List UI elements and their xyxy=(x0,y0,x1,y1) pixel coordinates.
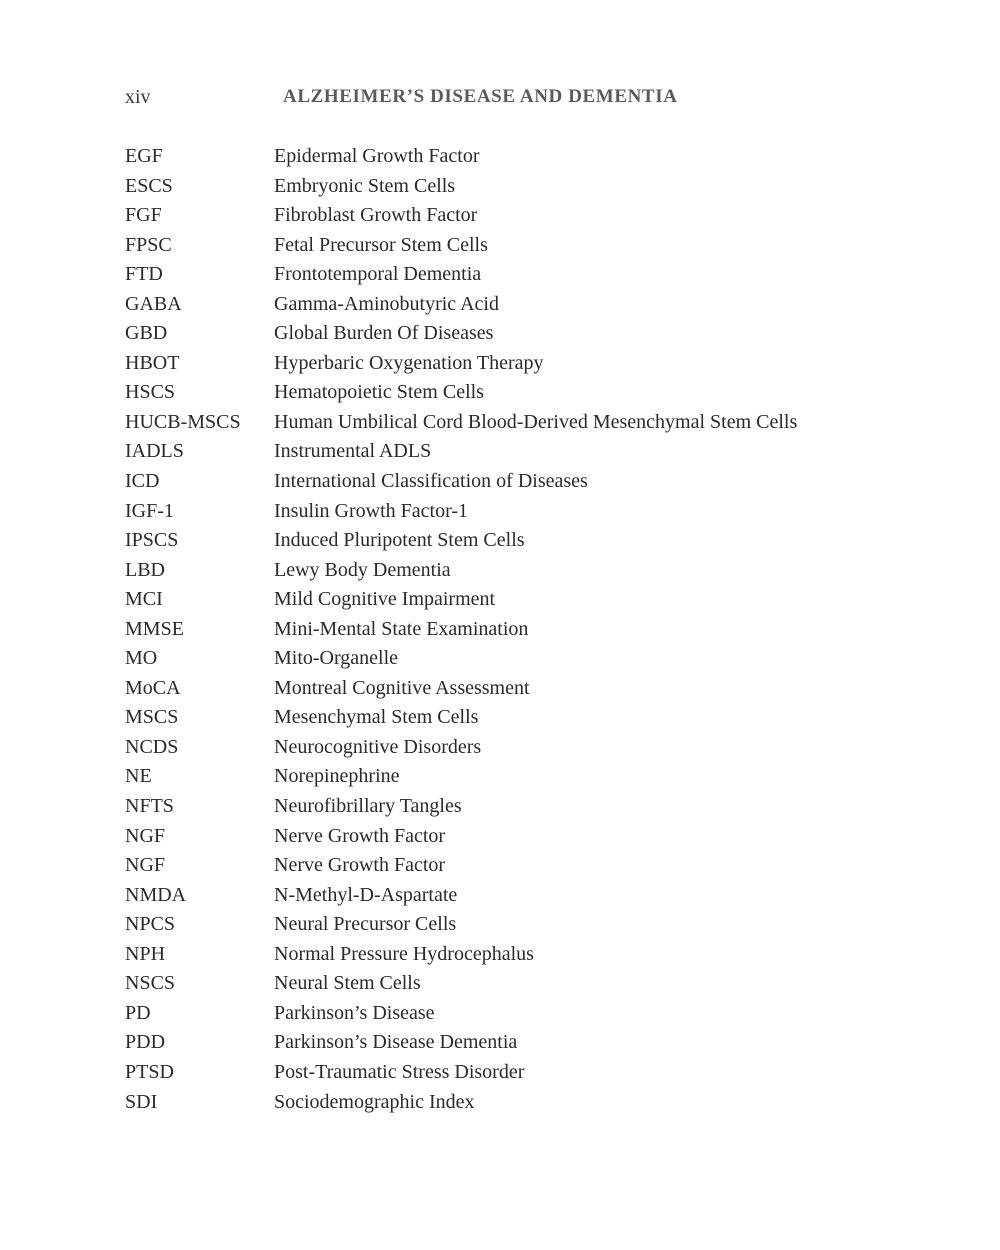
abbreviation-row xyxy=(125,172,885,202)
abbreviation-expansion: Fibroblast Growth Factor xyxy=(274,204,478,227)
abbreviation-expansion: Mild Cognitive Impairment xyxy=(274,588,496,611)
abbreviation-term: NGF xyxy=(125,854,166,877)
abbreviation-expansion: Lewy Body Dementia xyxy=(274,558,451,581)
abbreviation-term: FTD xyxy=(125,263,163,286)
abbreviation-row xyxy=(125,969,885,999)
abbreviation-expansion: Parkinson’s Disease xyxy=(274,1001,435,1024)
abbreviation-expansion: Norepinephrine xyxy=(274,765,400,788)
abbreviation-term: ESCS xyxy=(125,174,173,197)
abbreviation-row xyxy=(125,703,885,733)
abbreviation-term: MSCS xyxy=(125,706,179,729)
abbreviation-expansion: Parkinson’s Disease Dementia xyxy=(274,1031,518,1054)
abbreviation-term: NE xyxy=(125,765,152,788)
abbreviation-term: MoCA xyxy=(125,676,181,699)
abbreviation-row xyxy=(125,881,885,911)
abbreviation-expansion: Montreal Cognitive Assessment xyxy=(274,676,530,699)
abbreviation-term: NSCS xyxy=(125,972,176,995)
abbreviation-term: NPH xyxy=(125,942,166,965)
abbreviation-expansion: Post-Traumatic Stress Disorder xyxy=(274,1060,525,1083)
abbreviation-expansion: Gamma-Aminobutyric Acid xyxy=(274,292,499,315)
abbreviation-row xyxy=(125,1058,885,1088)
abbreviation-expansion: Neurocognitive Disorders xyxy=(274,735,482,758)
abbreviation-term: IGF-1 xyxy=(125,499,174,522)
running-title: ALZHEIMER’S DISEASE AND DEMENTIA xyxy=(283,86,678,107)
abbreviation-row xyxy=(125,526,885,556)
abbreviation-expansion: International Classification of Diseases xyxy=(274,470,588,493)
abbreviation-term: MMSE xyxy=(125,617,184,640)
abbreviation-row xyxy=(125,615,885,645)
abbreviation-term: PDD xyxy=(125,1031,166,1054)
abbreviation-expansion: Neural Stem Cells xyxy=(274,972,421,995)
abbreviation-row xyxy=(125,585,885,615)
abbreviation-term: NMDA xyxy=(125,883,187,906)
abbreviation-expansion: Neurofibrillary Tangles xyxy=(274,795,462,818)
abbreviation-row xyxy=(125,260,885,290)
abbreviation-term: PD xyxy=(125,1001,151,1024)
abbreviation-row xyxy=(125,644,885,674)
abbreviation-row xyxy=(125,497,885,527)
abbreviation-expansion: Frontotemporal Dementia xyxy=(274,263,482,286)
abbreviation-expansion: Instrumental ADLS xyxy=(274,440,432,463)
abbreviation-expansion: Sociodemographic Index xyxy=(274,1090,475,1113)
abbreviation-row xyxy=(125,201,885,231)
abbreviation-expansion: Normal Pressure Hydrocephalus xyxy=(274,942,534,965)
abbreviation-row xyxy=(125,822,885,852)
abbreviation-row xyxy=(125,674,885,704)
abbreviation-term: HUCB-MSCS xyxy=(125,410,241,433)
abbreviation-expansion: Fetal Precursor Stem Cells xyxy=(274,233,488,256)
abbreviation-expansion: Nerve Growth Factor xyxy=(274,854,446,877)
abbreviation-expansion: Mito-Organelle xyxy=(274,647,399,670)
abbreviation-term: MO xyxy=(125,647,158,670)
abbreviation-expansion: Nerve Growth Factor xyxy=(274,824,446,847)
abbreviation-row xyxy=(125,851,885,881)
abbreviation-term: GABA xyxy=(125,292,182,315)
abbreviation-term: FPSC xyxy=(125,233,172,256)
abbreviation-row xyxy=(125,792,885,822)
abbreviation-term: HSCS xyxy=(125,381,176,404)
abbreviation-term: HBOT xyxy=(125,351,180,374)
abbreviation-row xyxy=(125,556,885,586)
abbreviation-row xyxy=(125,910,885,940)
abbreviation-term: NGF xyxy=(125,824,166,847)
abbreviation-expansion: Human Umbilical Cord Blood-Derived Mesenchymal Stem Cells xyxy=(274,410,798,433)
abbreviation-term: NFTS xyxy=(125,795,174,818)
abbreviation-term: GBD xyxy=(125,322,168,345)
abbreviation-row xyxy=(125,762,885,792)
abbreviation-row xyxy=(125,1028,885,1058)
abbreviation-term: IPSCS xyxy=(125,529,179,552)
abbreviation-term: LBD xyxy=(125,558,165,581)
abbreviation-term: PTSD xyxy=(125,1060,174,1083)
abbreviation-expansion: Neural Precursor Cells xyxy=(274,913,457,936)
abbreviation-row xyxy=(125,319,885,349)
abbreviation-expansion: N-Methyl-D-Aspartate xyxy=(274,883,458,906)
abbreviation-row xyxy=(125,290,885,320)
abbreviation-expansion: Hyperbaric Oxygenation Therapy xyxy=(274,351,544,374)
abbreviation-expansion: Global Burden Of Diseases xyxy=(274,322,494,345)
abbreviation-row xyxy=(125,231,885,261)
abbreviation-expansion: Induced Pluripotent Stem Cells xyxy=(274,529,525,552)
abbreviation-row xyxy=(125,733,885,763)
abbreviation-expansion: Mini-Mental State Examination xyxy=(274,617,529,640)
abbreviation-term: FGF xyxy=(125,204,162,227)
abbreviation-term: ICD xyxy=(125,470,160,493)
abbreviation-term: MCI xyxy=(125,588,163,611)
abbreviation-term: EGF xyxy=(125,145,163,167)
abbreviation-term: NCDS xyxy=(125,735,179,758)
abbreviation-term: SDI xyxy=(125,1090,158,1113)
abbreviation-row xyxy=(125,940,885,970)
abbreviation-row xyxy=(125,142,885,172)
abbreviation-row xyxy=(125,408,885,438)
abbreviation-expansion: Hematopoietic Stem Cells xyxy=(274,381,484,404)
abbreviation-row xyxy=(125,999,885,1029)
abbreviation-expansion: Embryonic Stem Cells xyxy=(274,174,456,197)
abbreviation-list xyxy=(125,142,885,1117)
abbreviation-expansion: Epidermal Growth Factor xyxy=(274,145,480,167)
abbreviation-row xyxy=(125,467,885,497)
abbreviation-term: NPCS xyxy=(125,913,176,936)
page-header xyxy=(125,86,885,112)
abbreviation-row xyxy=(125,437,885,467)
abbreviation-row xyxy=(125,349,885,379)
abbreviation-row xyxy=(125,378,885,408)
abbreviation-term: IADLS xyxy=(125,440,184,463)
abbreviation-expansion: Mesenchymal Stem Cells xyxy=(274,706,479,729)
abbreviation-expansion: Insulin Growth Factor-1 xyxy=(274,499,469,522)
page-number: xiv xyxy=(125,86,151,108)
abbreviation-row xyxy=(125,1088,885,1118)
